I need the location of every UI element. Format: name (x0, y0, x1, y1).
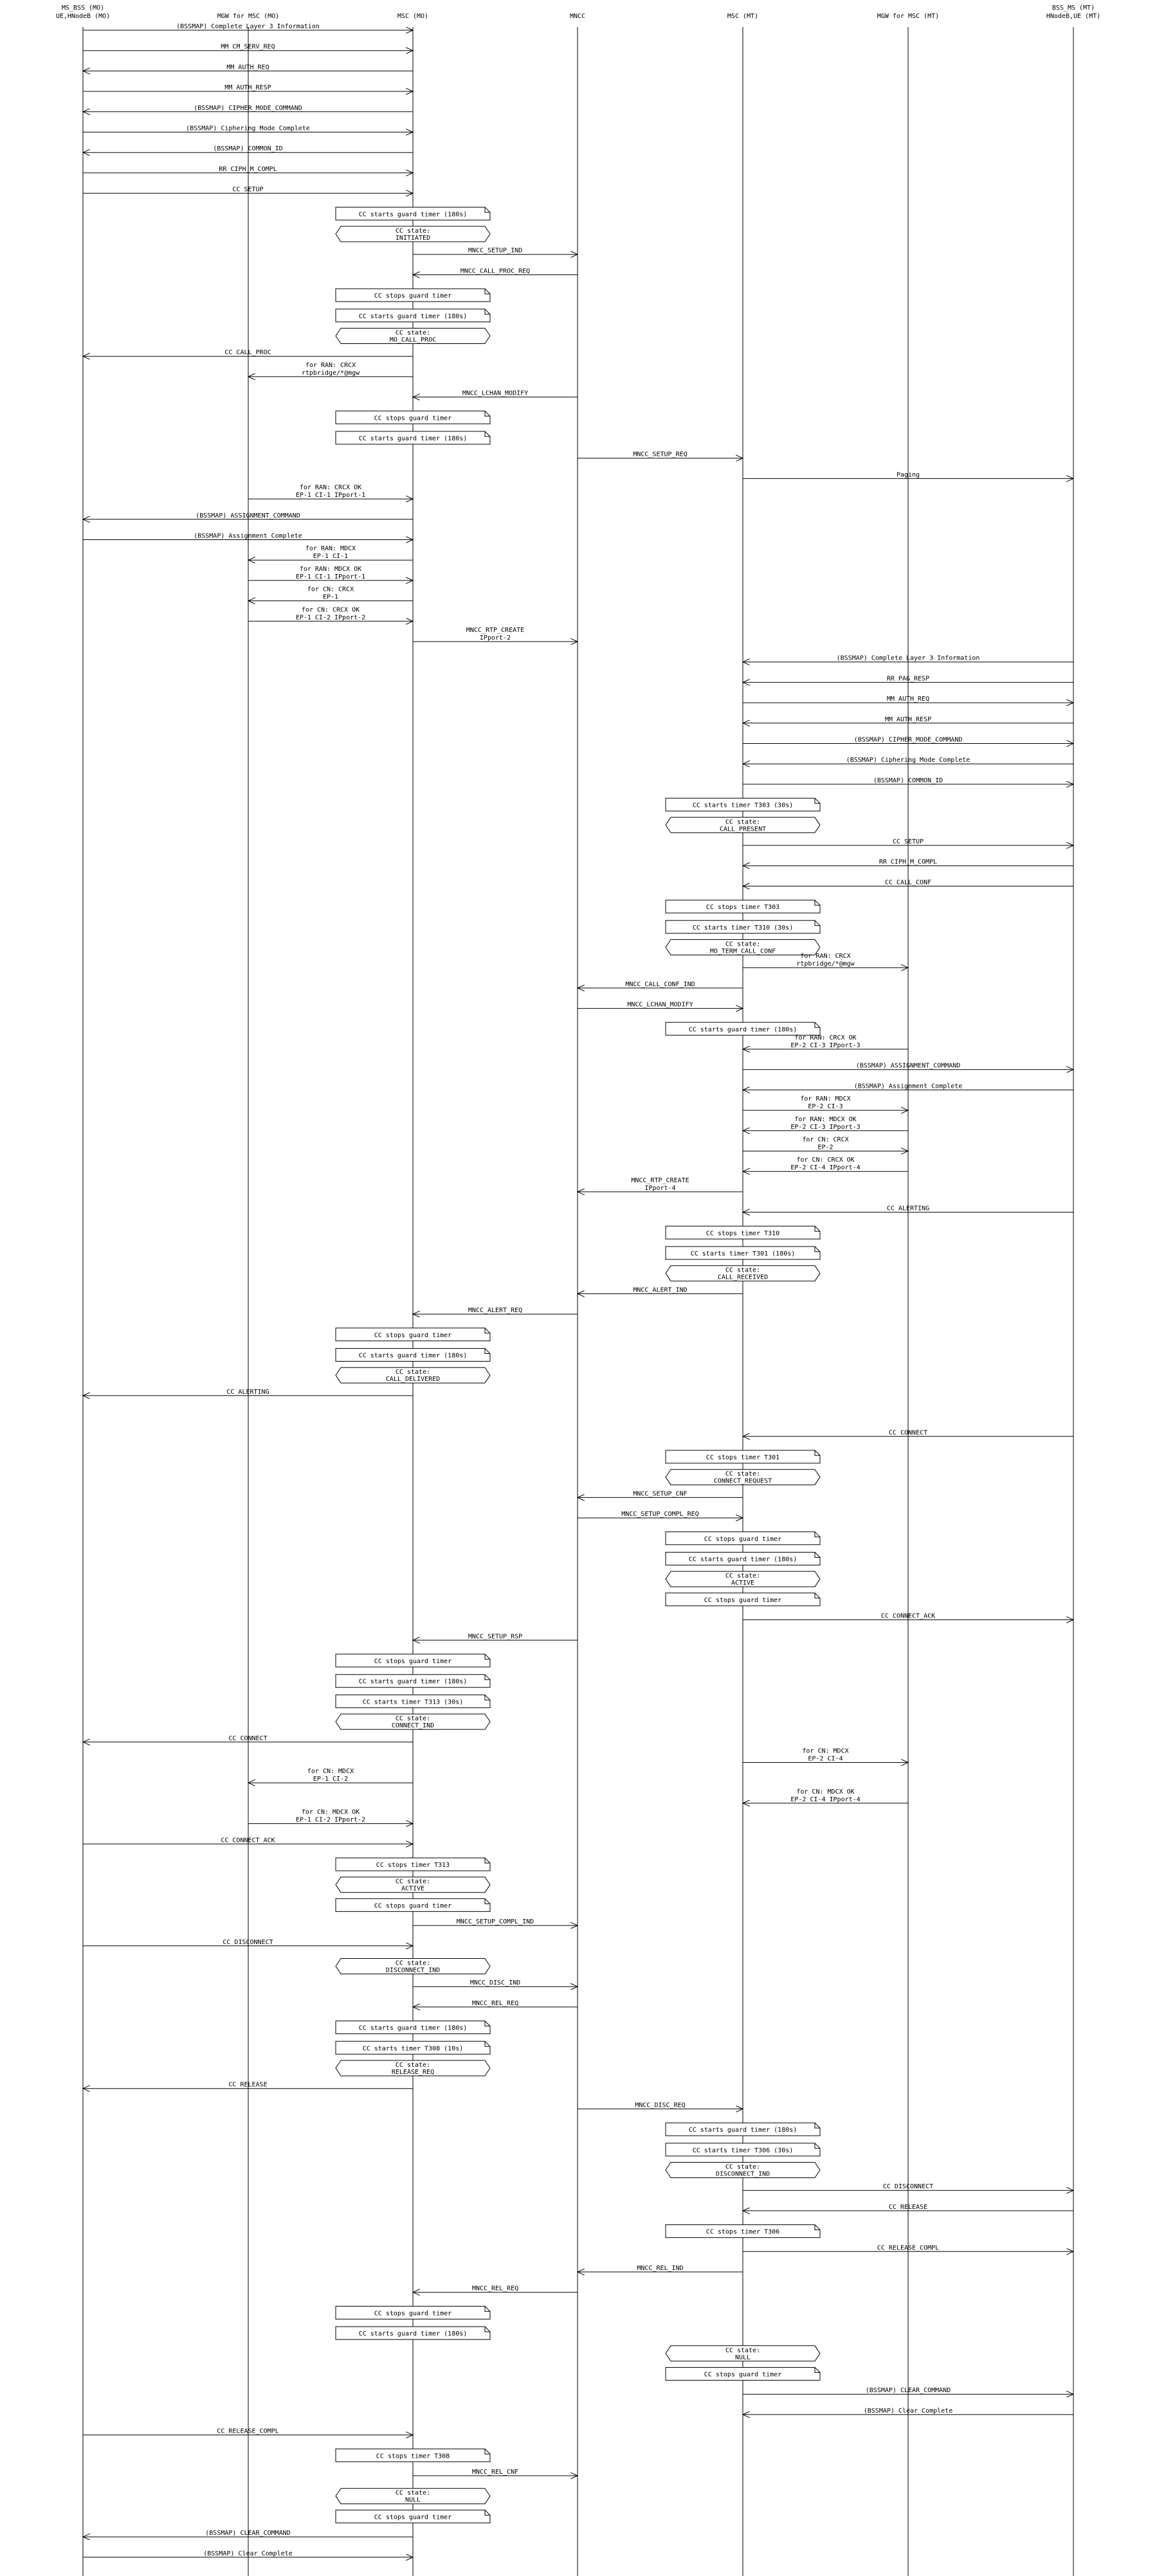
message-arrow (578, 2265, 743, 2272)
message-sublabel: EP-1 CI-1 (313, 553, 349, 561)
note-box (336, 1349, 490, 1362)
message-arrow (743, 2408, 1073, 2415)
state-value: ACTIVE (731, 1580, 755, 1587)
state-box (336, 329, 490, 344)
state-box (336, 1367, 490, 1383)
message-arrow (413, 267, 578, 275)
note-box (336, 2327, 490, 2339)
message-label: MNCC_LCHAN_MODIFY (462, 390, 529, 397)
message-label: MM AUTH_REQ (226, 64, 269, 71)
message-sublabel: EP-2 CI-4 (808, 1755, 843, 1763)
state-box (666, 817, 820, 833)
message-arrow (743, 737, 1073, 744)
message-arrow (248, 1768, 413, 1783)
note-box (666, 1247, 820, 1259)
message-sublabel: EP-2 CI-3 IPport-3 (790, 1042, 861, 1049)
message-arrow (83, 2428, 413, 2435)
message-arrow (743, 716, 1073, 723)
message-arrow (83, 186, 413, 194)
message-arrow (83, 349, 413, 356)
message-sublabel: EP-2 (817, 1144, 834, 1151)
message-arrow (743, 1788, 908, 1803)
message-arrow (743, 879, 1073, 886)
note-box (666, 1022, 820, 1035)
entity-name: MS_BSS (MO) (61, 5, 105, 12)
note-text: CC starts guard timer (180s) (358, 2330, 468, 2338)
message-label: CC ALERTING (226, 1388, 269, 1396)
message-label: for RAN: CRCX (305, 361, 356, 369)
message-label: (BSSMAP) Complete Layer 3 Information (176, 23, 320, 30)
message-label: for RAN: CRCX OK (794, 1034, 857, 1041)
note-box (666, 2143, 820, 2156)
state-box (336, 2060, 490, 2076)
note-box (336, 1328, 490, 1341)
message-sublabel: EP-1 CI-1 IPport-1 (295, 573, 366, 581)
message-arrow (743, 2204, 1073, 2211)
message-sublabel: EP-1 CI-2 IPport-2 (295, 614, 366, 622)
note-text: CC starts guard timer (180s) (688, 1026, 797, 1034)
message-label: (BSSMAP) Clear Complete (863, 2407, 953, 2415)
message-label: (BSSMAP) COMMON_ID (873, 777, 943, 784)
message-label: CC ALERTING (886, 1205, 930, 1212)
message-arrow (578, 1286, 743, 1293)
message-arrow (578, 1002, 743, 1009)
note-text: CC starts timer T303 (30s) (692, 802, 794, 809)
message-arrow (413, 2285, 578, 2292)
message-label: (BSSMAP) Assignment Complete (194, 532, 302, 540)
note-text: CC starts timer T308 (10s) (362, 2045, 464, 2053)
state-label: CC state: (725, 818, 761, 826)
entity-name: MSC (MT) (727, 13, 759, 20)
message-sublabel: EP-2 CI-3 IPport-3 (790, 1123, 861, 1131)
message-arrow (743, 1748, 908, 1763)
note-text: CC stops guard timer (374, 2514, 452, 2521)
state-value: ACTIVE (401, 1885, 425, 1893)
message-arrow (743, 838, 1073, 845)
message-arrow (413, 2000, 578, 2007)
state-label: CC state: (395, 1369, 431, 1376)
state-label: CC state: (725, 1266, 761, 1274)
note-text: CC stops timer T301 (706, 1454, 780, 1461)
message-label: MNCC_LCHAN_MODIFY (627, 1001, 693, 1009)
message-arrow (743, 1063, 1073, 1070)
message-sublabel: EP-2 CI-4 IPport-4 (790, 1796, 861, 1803)
message-label: MNCC_RTP_CREATE (466, 627, 525, 634)
message-label: CC CONNECT (888, 1429, 928, 1437)
message-arrow (578, 1511, 743, 1518)
message-arrow (743, 1137, 908, 1151)
state-box (336, 2489, 490, 2504)
state-label: CC state: (725, 941, 761, 948)
message-sublabel: EP-1 CI-2 IPport-2 (295, 1816, 366, 1824)
note-text: CC stops guard timer (374, 2310, 452, 2318)
message-arrow (413, 2469, 578, 2476)
message-label: (BSSMAP) ASSIGNMENT_COMMAND (196, 512, 300, 519)
state-box (666, 2163, 820, 2178)
message-label: MNCC_DISC_IND (469, 1979, 521, 1987)
message-arrow (578, 1177, 743, 1192)
note-text: CC stops guard timer (374, 1902, 452, 1910)
state-value: INITIATED (395, 235, 431, 242)
message-label: CC CALL_CONF (884, 879, 932, 887)
state-value: CALL_PRESENT (719, 825, 767, 833)
note-box (336, 431, 490, 444)
message-arrow (743, 859, 1073, 866)
note-text: CC stops timer T303 (706, 904, 780, 912)
message-label: MNCC_SETUP_COMPL_IND (456, 1918, 534, 1926)
state-box (666, 1571, 820, 1587)
note-box (336, 411, 490, 424)
message-label: MNCC_DISC_REQ (635, 2102, 686, 2109)
message-arrow (413, 390, 578, 397)
state-box (336, 1877, 490, 1893)
note-text: CC stops timer T306 (706, 2228, 780, 2236)
message-arrow (83, 2082, 413, 2089)
note-text: CC starts timer T313 (30s) (362, 1698, 464, 1706)
message-label: (BSSMAP) CIPHER_MODE_COMMAND (853, 736, 963, 744)
note-text: CC stops guard timer (374, 1331, 452, 1339)
note-text: CC stops guard timer (704, 1596, 782, 1604)
note-text: CC starts guard timer (180s) (358, 211, 468, 219)
note-box (336, 2306, 490, 2319)
message-arrow (413, 1307, 578, 1314)
message-label: MNCC_ALERT_IND (633, 1286, 688, 1294)
message-arrow (83, 125, 413, 132)
state-label: CC state: (395, 1715, 431, 1723)
note-text: CC stops timer T310 (706, 1230, 780, 1238)
message-arrow (743, 1157, 908, 1171)
note-box (666, 1553, 820, 1565)
message-label: for RAN: MDCX (305, 545, 356, 553)
message-label: for CN: CRCX (802, 1136, 849, 1144)
message-label: MNCC_REL_CNF (471, 2469, 519, 2476)
state-value: RELEASE_REQ (391, 2069, 435, 2076)
note-text: CC stops guard timer (704, 2371, 782, 2379)
message-arrow (83, 533, 413, 540)
message-label: MNCC_REL_REQ (471, 1999, 519, 2007)
message-label: Paging (896, 471, 920, 479)
message-label: CC DISCONNECT (882, 2183, 934, 2191)
message-label: for CN: CRCX OK (301, 606, 360, 614)
note-box (666, 1593, 820, 1606)
message-arrow (248, 1809, 413, 1824)
entity-subname: HNodeB,UE (MT) (1046, 13, 1101, 20)
message-arrow (83, 64, 413, 71)
state-box (666, 1266, 820, 1281)
note-text: CC starts timer T301 (180s) (690, 1250, 796, 1257)
message-arrow (248, 484, 413, 499)
message-label: MNCC_REL_REQ (471, 2285, 519, 2292)
state-label: CC state: (725, 1572, 761, 1580)
state-value: NULL (734, 2354, 751, 2361)
message-label: for RAN: MDCX (800, 1095, 851, 1103)
note-text: CC stops timer T308 (376, 2453, 450, 2460)
message-sublabel: IPport-2 (479, 635, 511, 642)
state-box (336, 226, 490, 242)
note-box (666, 921, 820, 933)
note-box (666, 2368, 820, 2381)
message-arrow (413, 248, 578, 255)
message-arrow (83, 145, 413, 152)
message-arrow (743, 1034, 908, 1049)
entity-name: MNCC (569, 13, 586, 20)
note-box (336, 1675, 490, 1688)
state-label: CC state: (395, 2489, 431, 2497)
message-sublabel: EP-2 CI-3 (808, 1103, 843, 1111)
message-label: RR CIPH_M_COMPL (219, 165, 277, 173)
message-arrow (743, 1083, 1073, 1090)
message-arrow (578, 451, 743, 458)
message-label: for RAN: MDCX OK (299, 565, 362, 573)
message-arrow (83, 84, 413, 91)
state-label: CC state: (725, 2346, 761, 2354)
message-arrow (248, 362, 413, 377)
entity-name: MGW for MSC (MT) (877, 13, 940, 20)
state-value: MO_CALL_PROC (389, 336, 437, 344)
message-label: MNCC_CALL_CONF_IND (625, 980, 695, 988)
note-box (336, 2510, 490, 2523)
state-value: NULL (405, 2496, 421, 2504)
message-arrow (743, 2244, 1073, 2251)
message-label: for RAN: CRCX (800, 953, 851, 960)
message-label: CC CALL_PROC (224, 349, 271, 357)
state-value: CONNECT_REQUEST (713, 1477, 772, 1485)
note-text: CC stops guard timer (374, 1658, 452, 1665)
message-label: MM AUTH_RESP (884, 716, 932, 723)
state-label: CC state: (725, 1470, 761, 1478)
state-box (666, 1470, 820, 1485)
message-label: (BSSMAP) Ciphering Mode Complete (846, 757, 970, 764)
message-label: MNCC_SETUP_COMPL_REQ (621, 1511, 699, 1518)
message-arrow (743, 655, 1073, 662)
message-label: CC RELEASE_COMPL (217, 2427, 279, 2435)
message-label: for RAN: MDCX OK (794, 1115, 857, 1123)
message-arrow (83, 1735, 413, 1742)
state-value: MO_TERM_CALL_CONF (709, 948, 776, 955)
message-label: (BSSMAP) CLEAR_COMMAND (205, 2530, 291, 2537)
note-text: CC starts timer T310 (30s) (692, 924, 794, 932)
message-arrow (413, 1979, 578, 1986)
message-sublabel: IPport-4 (644, 1184, 676, 1192)
note-box (666, 1450, 820, 1463)
note-box (666, 900, 820, 913)
note-box (336, 2449, 490, 2462)
message-arrow (743, 675, 1073, 682)
message-label: MNCC_ALERT_REQ (468, 1307, 523, 1315)
state-value: DISCONNECT_IND (385, 1967, 441, 1974)
message-arrow (413, 1918, 578, 1925)
entity-subname: UE,HNodeB (MO) (55, 13, 111, 20)
message-arrow (743, 1095, 908, 1110)
note-text: CC starts guard timer (180s) (688, 1556, 797, 1563)
message-arrow (83, 1837, 413, 1844)
note-box (336, 2021, 490, 2034)
note-text: CC starts guard timer (180s) (358, 435, 468, 442)
message-label: CC SETUP (232, 186, 264, 194)
note-box (666, 1532, 820, 1545)
message-arrow (743, 696, 1073, 703)
note-box (336, 1898, 490, 1911)
entity-name: MGW for MSC (MO) (217, 13, 280, 20)
message-label: MNCC_REL_IND (637, 2265, 684, 2272)
message-label: MNCC_SETUP_RSP (468, 1633, 523, 1641)
state-label: CC state: (395, 1878, 431, 1886)
message-arrow (248, 586, 413, 601)
message-arrow (83, 23, 413, 30)
state-value: CALL_DELIVERED (385, 1376, 441, 1383)
message-arrow (83, 512, 413, 519)
message-arrow (83, 1389, 413, 1396)
message-arrow (743, 2387, 1073, 2394)
message-label: MNCC_CALL_PROC_REQ (460, 267, 531, 275)
message-arrow (743, 757, 1073, 764)
state-label: CC state: (395, 228, 431, 235)
message-label: CC SETUP (892, 838, 924, 845)
message-arrow (248, 606, 413, 621)
message-label: CC CONNECT_ACK (221, 1837, 275, 1844)
message-label: for RAN: CRCX OK (299, 484, 362, 492)
entity-name: BSS_MS (MT) (1052, 5, 1095, 12)
message-sublabel: rtpbridge/*@mgw (301, 369, 360, 377)
message-arrow (83, 2530, 413, 2537)
message-label: MM CM_SERV_REQ (221, 43, 275, 51)
note-box (336, 289, 490, 302)
message-label: for CN: MDCX (802, 1747, 849, 1755)
note-text: CC starts guard timer (180s) (358, 2024, 468, 2032)
message-arrow (743, 1205, 1073, 1212)
note-box (666, 1226, 820, 1239)
message-arrow (83, 105, 413, 112)
state-box (336, 1959, 490, 1974)
message-label: (BSSMAP) Complete Layer 3 Information (836, 654, 980, 662)
note-text: CC starts guard timer (180s) (688, 2127, 797, 2134)
message-arrow (743, 777, 1073, 784)
note-box (336, 207, 490, 220)
message-label: CC RELEASE_COMPL (877, 2244, 940, 2252)
message-sublabel: rtpbridge/*@mgw (796, 960, 855, 968)
message-label: for CN: CRCX OK (796, 1157, 855, 1164)
message-sublabel: EP-1 CI-1 IPport-1 (295, 492, 366, 500)
state-box (336, 1714, 490, 1729)
message-arrow (248, 545, 413, 560)
message-arrow (578, 2102, 743, 2109)
message-label: CC RELEASE (888, 2203, 928, 2211)
message-label: (BSSMAP) CLEAR_COMMAND (865, 2387, 951, 2395)
message-label: CC CONNECT_ACK (880, 1612, 936, 1620)
note-text: CC stops timer T313 (376, 1862, 450, 1869)
state-box (666, 2346, 820, 2361)
state-label: CC state: (395, 1959, 431, 1967)
message-label: for CN: MDCX (307, 1768, 354, 1776)
message-label: for CN: MDCX OK (301, 1808, 360, 1816)
message-label: MNCC_SETUP_REQ (633, 451, 688, 458)
message-sublabel: EP-1 CI-2 (313, 1776, 349, 1783)
message-label: MNCC_SETUP_CNF (633, 1490, 688, 1498)
message-sublabel: EP-2 CI-4 IPport-4 (790, 1164, 861, 1172)
message-label: CC DISCONNECT (223, 1938, 273, 1946)
message-label: RR PAG_RESP (886, 675, 930, 683)
note-box (336, 1858, 490, 1871)
message-label: MM AUTH_REQ (886, 696, 930, 703)
state-value: CONNECT_IND (391, 1722, 435, 1730)
message-arrow (578, 1490, 743, 1497)
message-label: for CN: MDCX OK (796, 1788, 855, 1796)
message-arrow (743, 1613, 1073, 1620)
note-text: CC starts guard timer (180s) (358, 1678, 468, 1686)
message-arrow (743, 471, 1073, 478)
message-arrow (413, 1633, 578, 1640)
state-label: CC state: (725, 2163, 761, 2171)
note-text: CC starts timer T306 (30s) (692, 2147, 794, 2154)
note-text: CC stops guard timer (704, 1535, 782, 1543)
message-label: for CN: CRCX (307, 586, 354, 593)
message-arrow (248, 566, 413, 581)
note-text: CC starts guard timer (180s) (358, 312, 468, 320)
message-sublabel: EP-1 (322, 593, 339, 601)
message-label: (BSSMAP) Clear Complete (203, 2550, 293, 2557)
note-box (336, 1654, 490, 1667)
entity-name: MSC (MO) (397, 13, 429, 20)
state-value: DISCONNECT_IND (715, 2170, 770, 2178)
message-arrow (743, 2183, 1073, 2190)
message-arrow (83, 166, 413, 173)
note-box (666, 798, 820, 811)
message-label: RR CIPH_M_COMPL (879, 858, 938, 866)
state-box (666, 940, 820, 955)
note-box (666, 2225, 820, 2238)
message-label: CC RELEASE (228, 2081, 268, 2089)
state-label: CC state: (395, 2062, 431, 2069)
message-arrow (83, 44, 413, 51)
message-arrow (413, 627, 578, 642)
message-label: (BSSMAP) ASSIGNMENT_COMMAND (855, 1062, 961, 1070)
message-label: (BSSMAP) COMMON_ID (213, 145, 283, 153)
message-label: MM AUTH_RESP (224, 84, 271, 92)
message-arrow (743, 1116, 908, 1131)
note-box (336, 2041, 490, 2054)
message-label: MNCC_RTP_CREATE (631, 1176, 689, 1184)
message-arrow (83, 1939, 413, 1946)
message-label: (BSSMAP) CIPHER_MODE_COMMAND (194, 104, 302, 112)
state-value: CALL_RECEIVED (717, 1274, 769, 1281)
note-text: CC starts guard timer (180s) (358, 1352, 468, 1360)
note-box (336, 1695, 490, 1707)
message-label: (BSSMAP) Assignment Complete (853, 1083, 963, 1090)
note-text: CC stops guard timer (374, 293, 452, 300)
note-box (666, 2123, 820, 2136)
message-label: MNCC_SETUP_IND (468, 247, 523, 255)
message-label: (BSSMAP) Ciphering Mode Complete (186, 125, 310, 132)
message-arrow (83, 2550, 413, 2557)
message-label: CC CONNECT (228, 1734, 268, 1742)
message-arrow (578, 981, 743, 988)
note-text: CC stops guard timer (374, 415, 452, 422)
message-arrow (743, 1429, 1073, 1436)
state-label: CC state: (395, 329, 431, 337)
note-box (336, 309, 490, 322)
